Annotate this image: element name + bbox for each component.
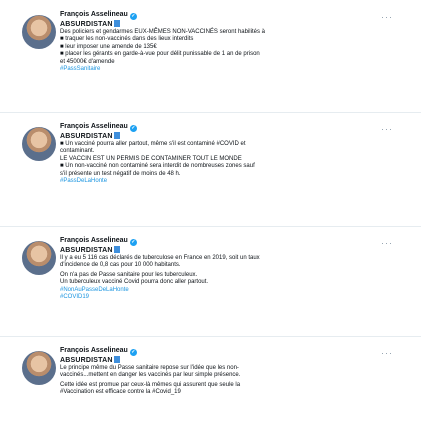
tweet-line: ■ traquer les non-vaccinés dans des lieux interdits [60,36,194,43]
tweet-line: ■ Un vacciné pourra aller partout, même s'il est contaminé #COVID et [60,141,246,147]
tweet-line: contaminant. [60,148,95,155]
hashtag-link[interactable]: #COVID19 [60,294,90,301]
tweet-divider [0,226,421,227]
verified-badge-icon: ✓ [131,125,136,131]
avatar[interactable] [22,351,56,385]
verified-badge-icon: ✓ [131,239,136,245]
author-name[interactable]: François Asselineau [60,347,128,354]
avatar[interactable] [22,241,56,275]
flag-box-icon [114,20,120,27]
more-options-icon[interactable]: ··· [381,238,393,248]
flag-box-icon [114,356,120,363]
tweet-line: Il y a eu 5 116 cas déclarés de tuberculose en France en 2019, soit un taux [60,255,260,261]
tweet-content [60,10,405,73]
tweet-divider [0,112,421,113]
author-name[interactable]: François Asselineau [60,123,128,130]
flag-box-icon [114,246,120,253]
avatar[interactable] [22,127,56,161]
tweet-tag: ABSURDISTAN [60,247,113,254]
tweet-line: vaccinés...mettent en danger les vaccinés par leur simple présence. [60,372,241,379]
tweet-line: Des policiers et gendarmes EUX-MÊMES NON-VACCINÉS seront habilités à [60,29,265,35]
tweet-line: ■ Un non-vacciné non contaminé sera interdit de nombreuses zones sauf [60,163,255,170]
verified-badge-icon: ✓ [131,349,136,355]
tweet-content [60,346,405,397]
tweet-line: On n'a pas de Passe sanitaire pour les tuberculeux. [60,271,198,278]
tweet-line: ■ leur imposer une amende de 135€ [60,43,157,50]
tweet-line: d'incidence de 0,8 cas pour 10 000 habitants. [60,262,181,269]
avatar[interactable] [22,15,56,49]
tweet-line: LE VACCIN EST UN PERMIS DE CONTAMINER TOUT LE MONDE [60,155,242,162]
tweet-tag: ABSURDISTAN [60,21,113,28]
author-name[interactable]: François Asselineau [60,237,128,244]
flag-box-icon [114,132,120,139]
tweet-content [60,236,405,301]
tweet-divider [0,336,421,337]
more-options-icon[interactable]: ··· [381,124,393,134]
tweet-line: Le principe même du Passe sanitaire repose sur l'idée que les non- [60,365,239,371]
tweet-line: ■ placer les gérants en garde-à-vue pour délit punissable de 1 an de prison [60,51,260,58]
tweet-line: s'il présente un test négatif de moins de 48 h. [60,170,181,177]
more-options-icon[interactable]: ··· [381,348,393,358]
tweet-tag: ABSURDISTAN [60,133,113,140]
tweet-line: et 45000€ d'amende [60,58,115,65]
tweet-tag: ABSURDISTAN [60,357,113,364]
hashtag-link[interactable]: #PassDeLaHonte [60,178,108,185]
tweet-line: #Vaccination est efficace contre la #Covid_19 [60,389,181,396]
tweet-content [60,122,405,185]
hashtag-link[interactable]: #PassSanitaire [60,66,101,73]
more-options-icon[interactable]: ··· [381,12,393,22]
author-name[interactable]: François Asselineau [60,11,128,18]
verified-badge-icon: ✓ [131,13,136,19]
hashtag-link[interactable]: #NonAuPasseDeLaHonte [60,286,129,293]
tweet-line: Cette idée est promue par ceux-là mêmes qui assurent que seule la [60,381,241,388]
tweet-line: Un tuberculeux vacciné Covid pourra donc aller partout. [60,279,209,286]
